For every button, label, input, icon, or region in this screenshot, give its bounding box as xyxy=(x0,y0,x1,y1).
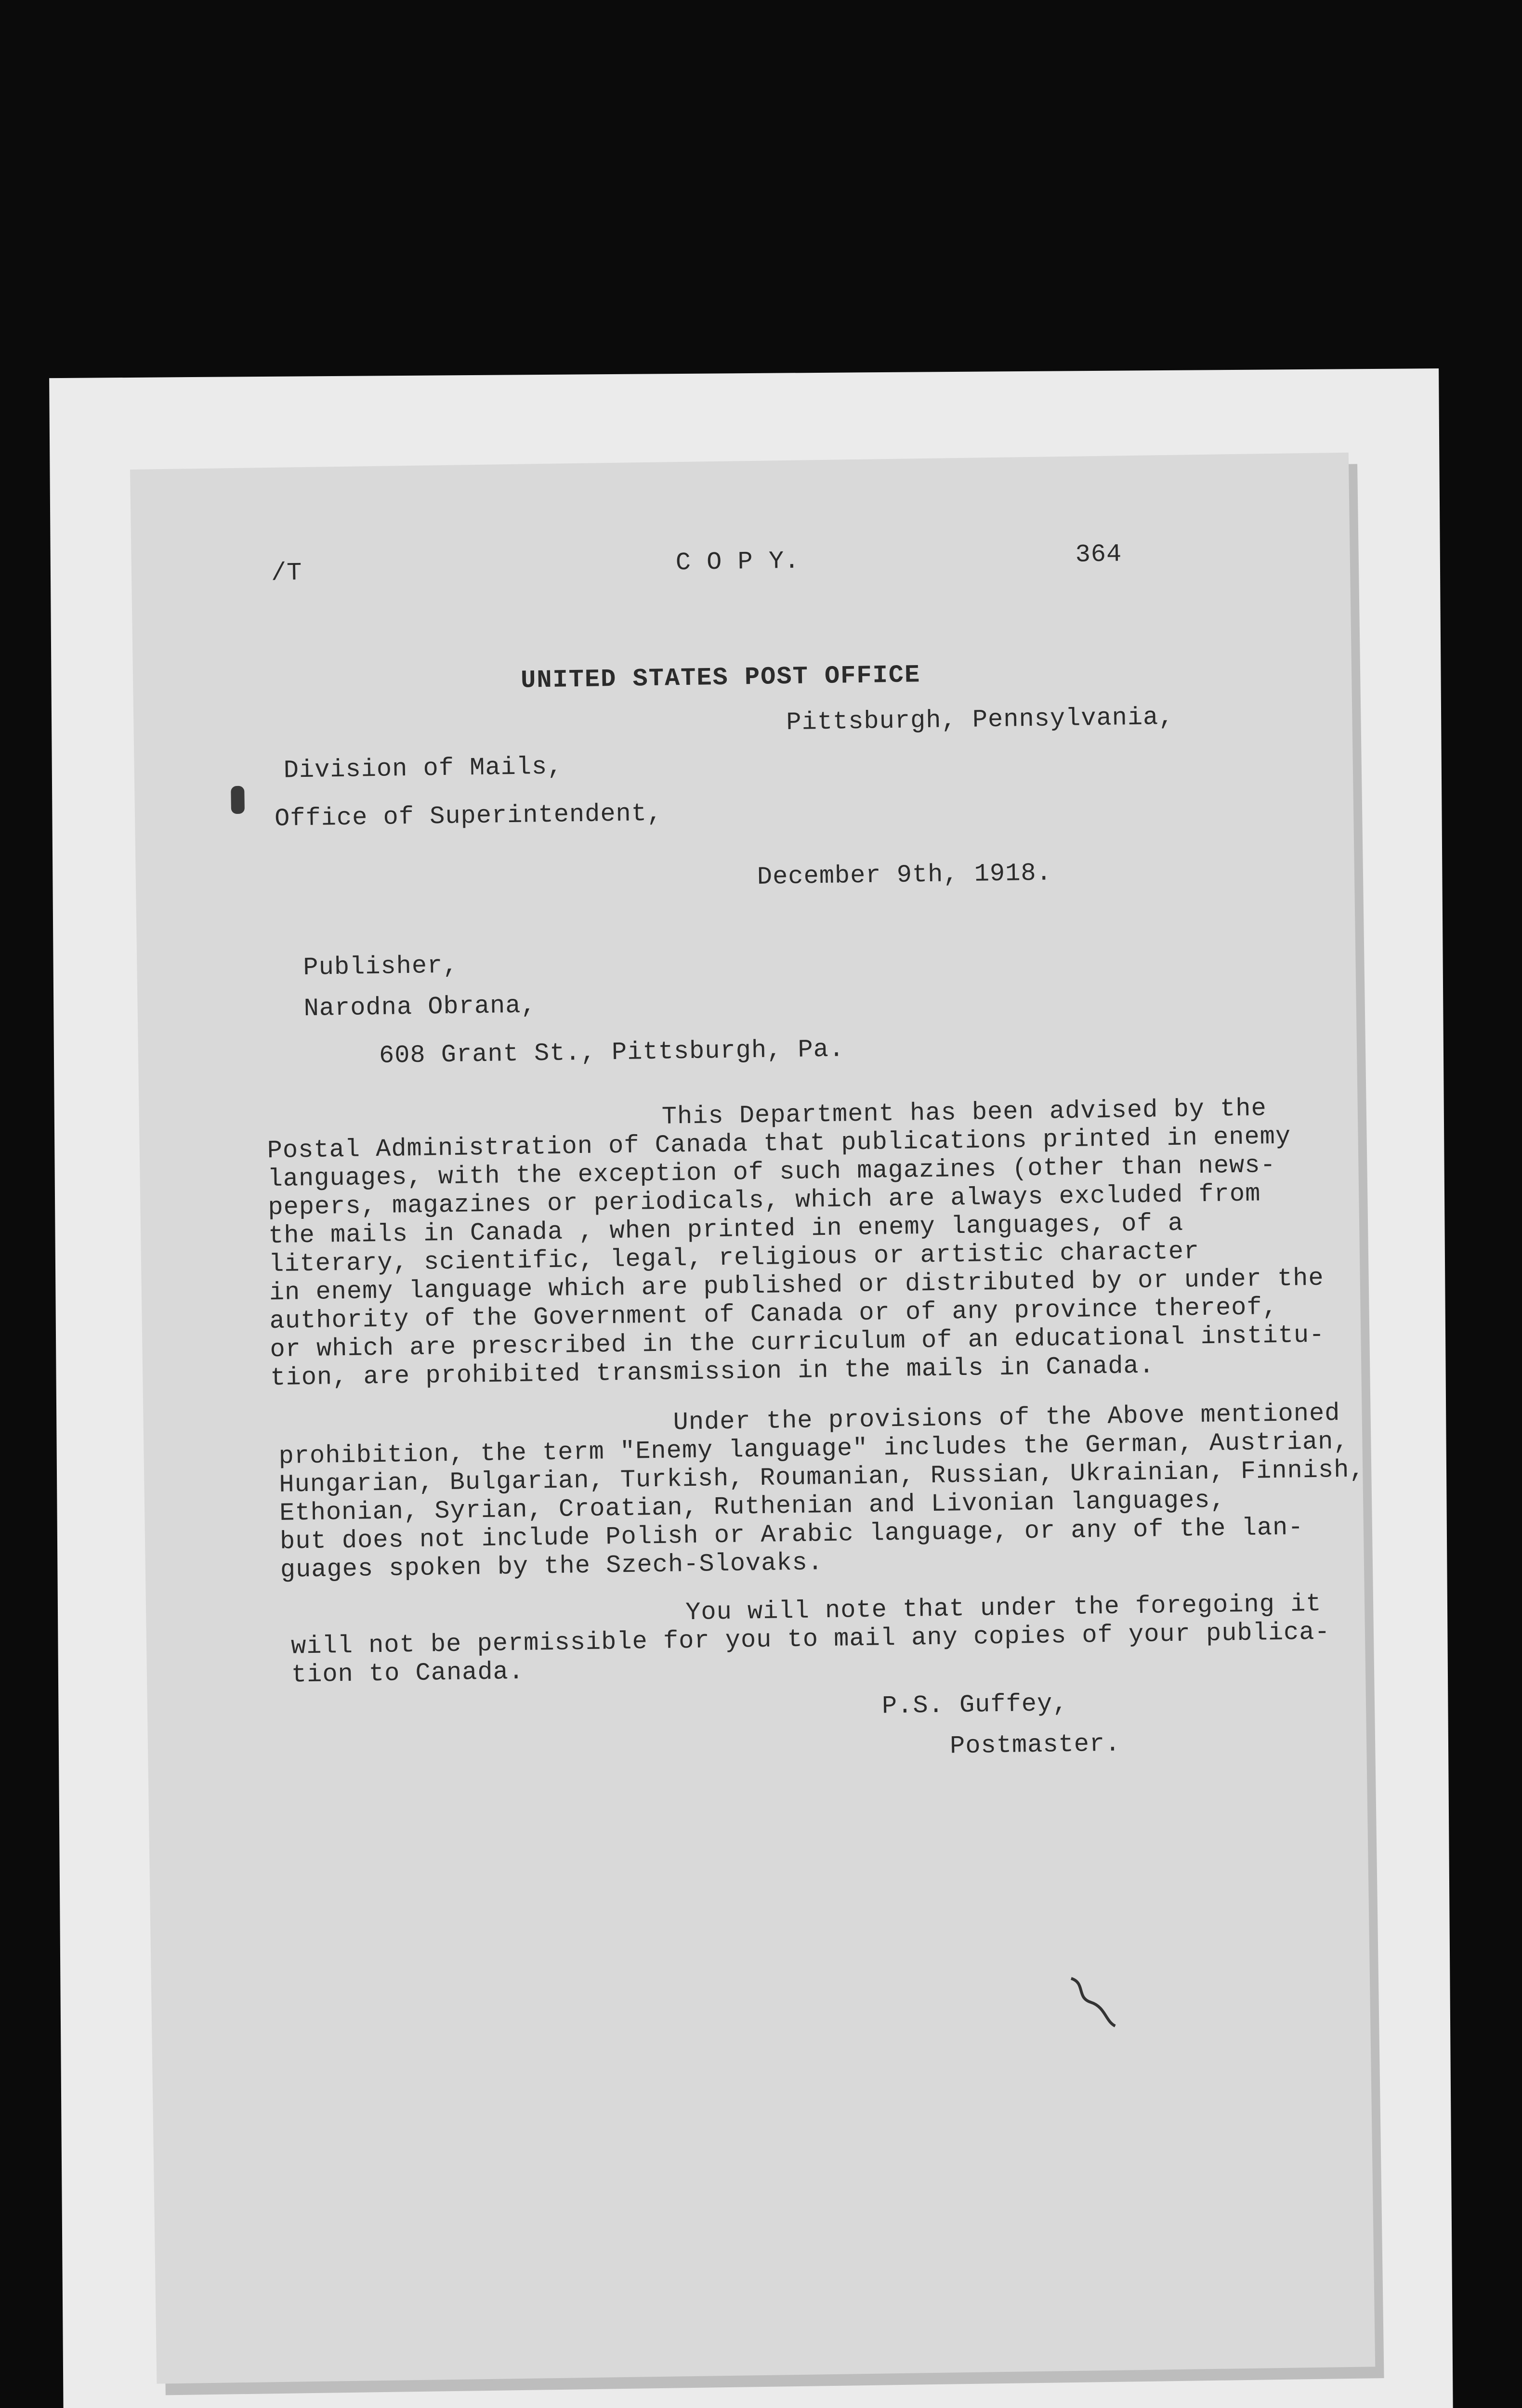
initials: /T xyxy=(271,559,302,588)
letter-page xyxy=(130,453,1375,2384)
letterhead: UNITED STATES POST OFFICE xyxy=(520,661,921,695)
signature-title: Postmaster. xyxy=(949,1729,1121,1761)
body-paragraph-2: Under the provisions of the Above mentioned prohibition, the term "Enemy language" includes the German, Austrian, Hungarian, Bulgarian, Turkish, Roumanian, Russian, Ukrainian, Finnish, Ethonian, Syrian, Croatian, Ruthenian and Livonian languages, but does not include Polish or Arabic language, or any of the lan- guages spoken by the Szech-Slovaks. xyxy=(278,1399,1365,1584)
punch-hole xyxy=(231,786,245,814)
office-line: Office of Superintendent, xyxy=(274,799,663,833)
letter-date: December 9th, 1918. xyxy=(757,859,1052,891)
addressee-address: 608 Grant St., Pittsburgh, Pa. xyxy=(379,1035,845,1070)
pen-mark xyxy=(1066,1973,1125,2031)
division-line: Division of Mails, xyxy=(283,752,563,785)
copy-mark: C O P Y. xyxy=(675,547,800,577)
body-paragraph-1: This Department has been advised by the Postal Administration of Canada that publications printed in enemy languages, with the exception of such magazines (other than news- pepers, magazines or periodicals, which are always excluded from the mails in Canada , when printed in enemy languages, of a literary, scientific, legal, religious or artistic character in enemy language which are published or distributed by or under the authority of the Government of Canada or of any province thereof, or which are prescribed in the curriculum of an educational institu- tion, are prohibited transmission in the mails in Canada. xyxy=(267,1094,1325,1393)
signature-name: P.S. Guffey, xyxy=(881,1689,1068,1721)
page-number: 364 xyxy=(1075,540,1122,569)
body-paragraph-3: You will note that under the foregoing it will not be permissible for you to mail any copies of your publica- tion to Canada. xyxy=(290,1589,1331,1689)
addressee-name: Narodna Obrana, xyxy=(303,991,537,1023)
addressee-title: Publisher, xyxy=(303,951,459,982)
letterhead-city: Pittsburgh, Pennsylvania, xyxy=(786,703,1174,737)
